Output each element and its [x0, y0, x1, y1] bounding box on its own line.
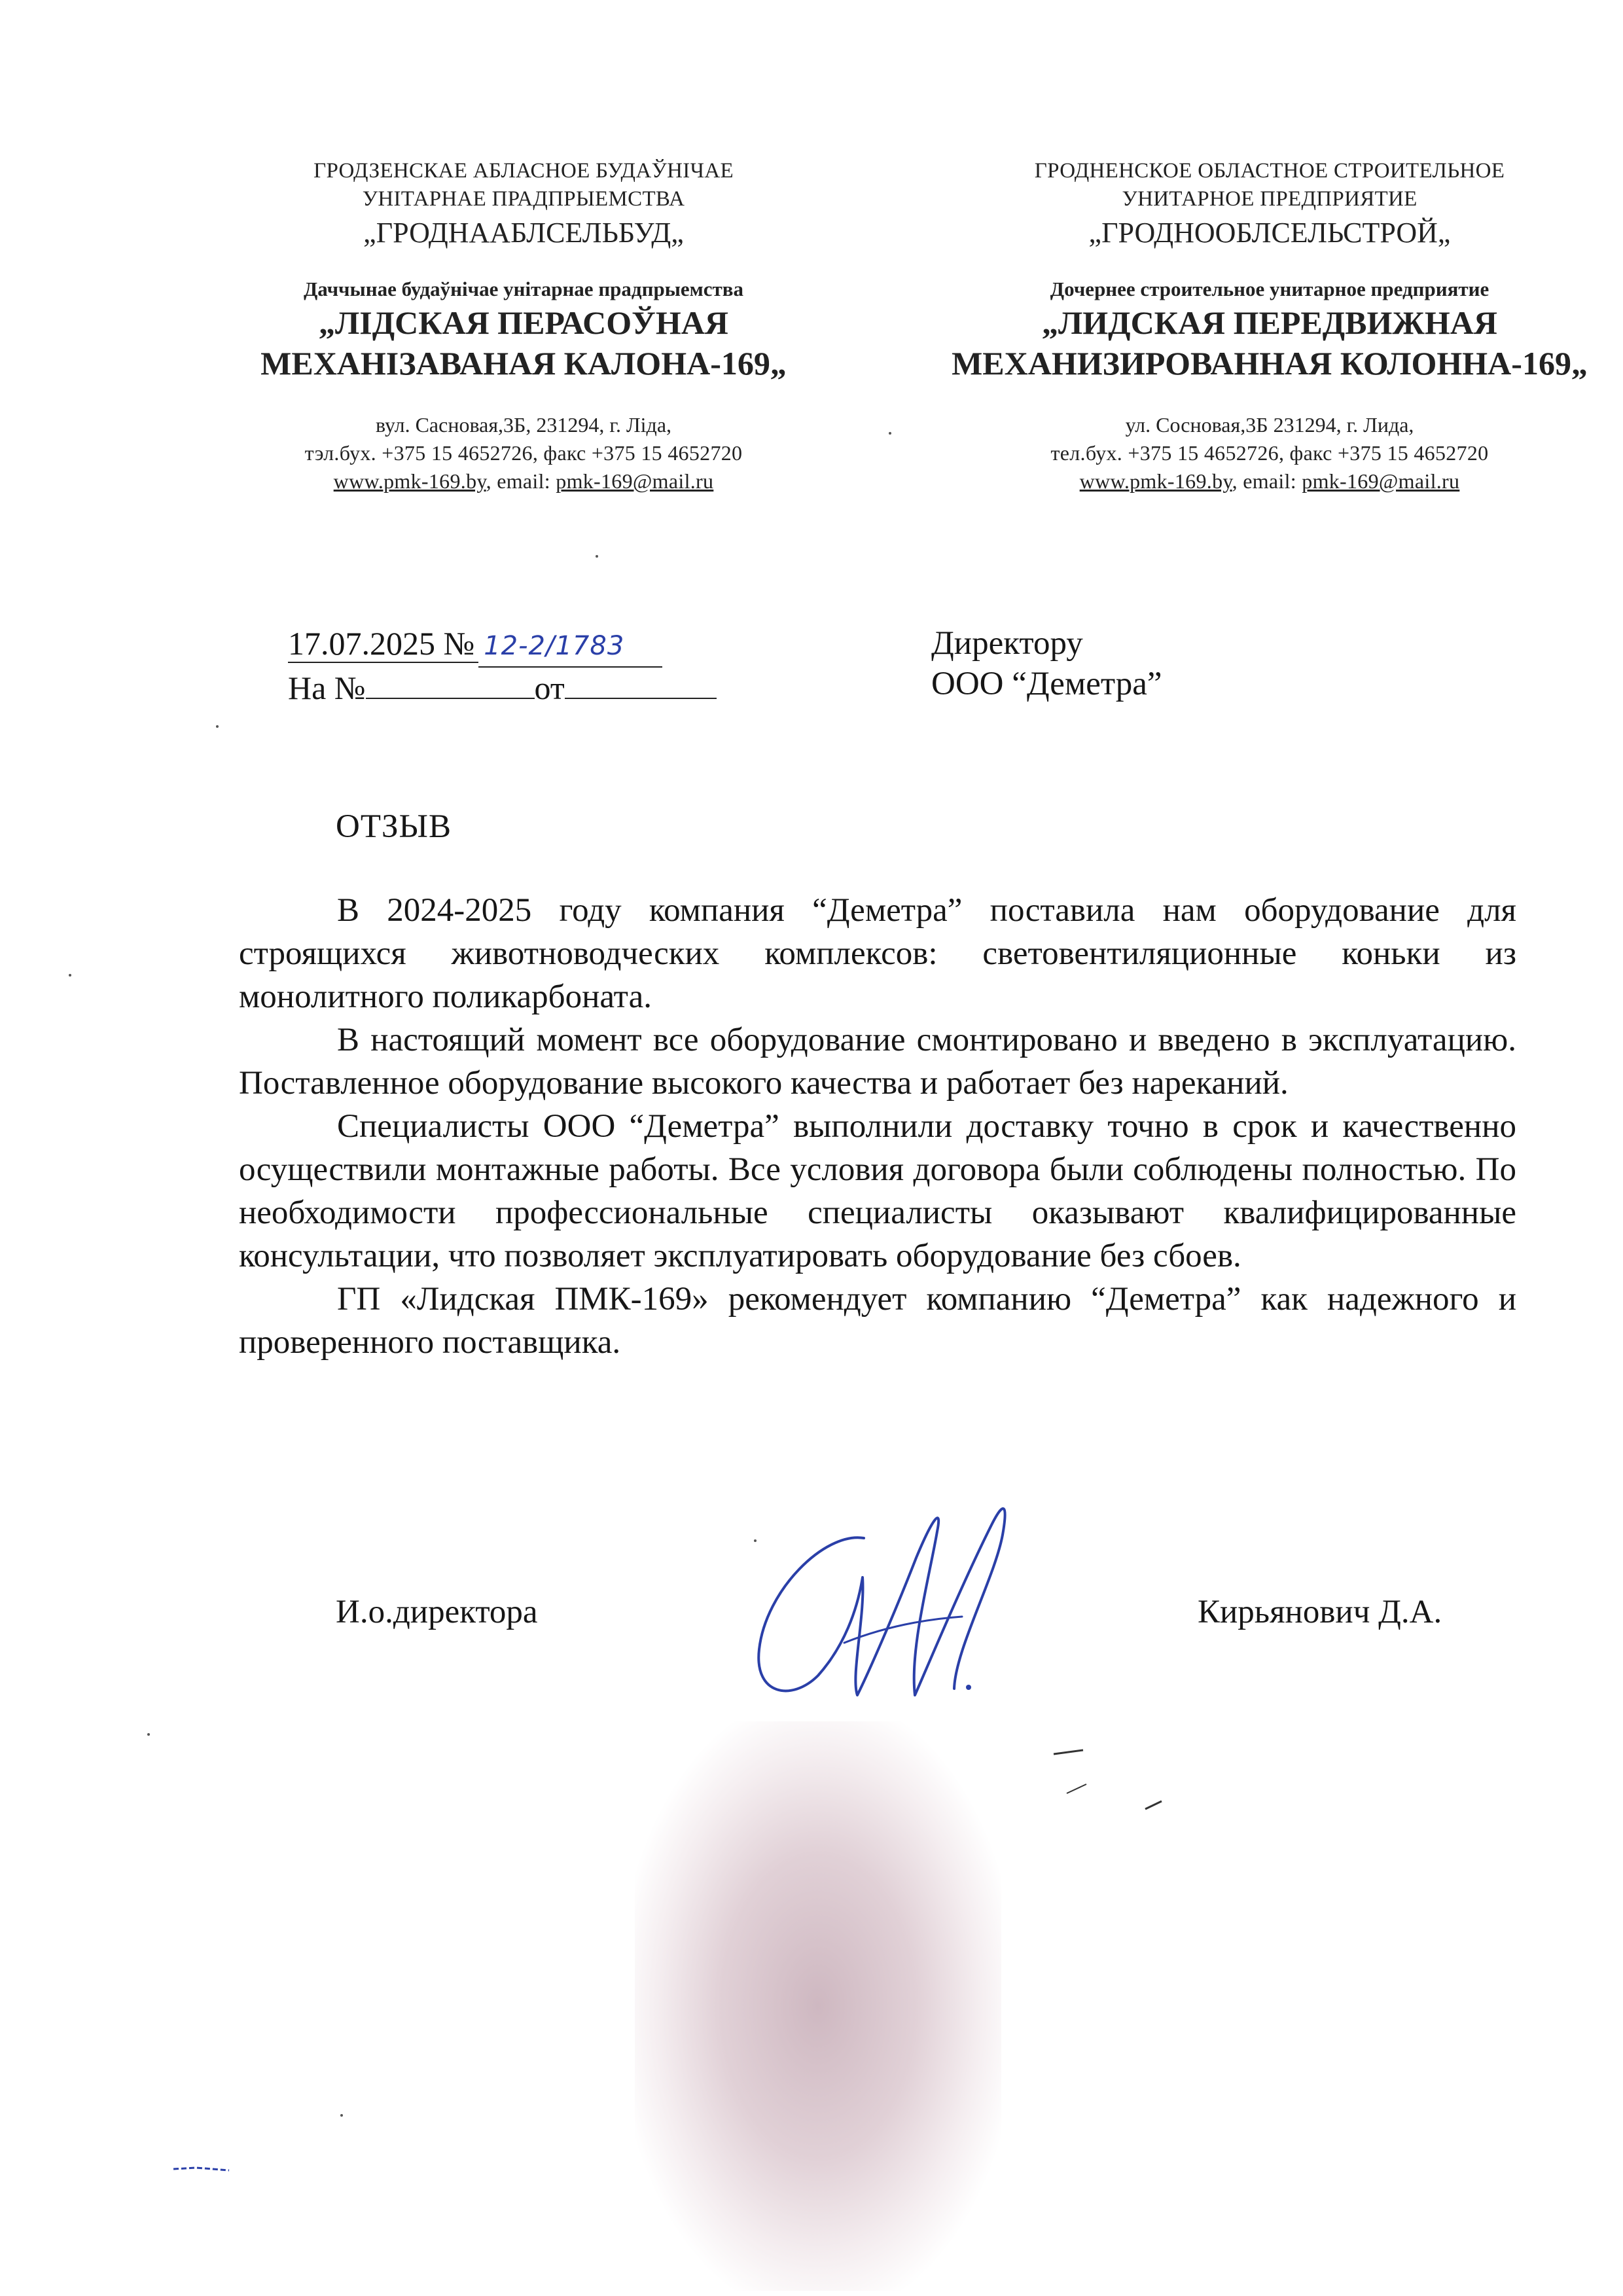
body-paragraph: В настоящий момент все оборудование смонтировано и введено в эксплуатацию. Поставленное оборудование высокого качества и работает без нареканий. [239, 1022, 1516, 1102]
letterhead-ru-parent: „ГРОДНООБЛСЕЛЬСТРОЙ„ [1088, 217, 1451, 249]
scan-speck [889, 432, 891, 435]
addressee-line1: Директору [931, 625, 1083, 662]
letterhead-ru-line2: УНИТАРНОЕ ПРЕДПРИЯТИЕ [1122, 187, 1418, 211]
letterhead-by-name2: МЕХАНІЗАВАНАЯ КАЛОНА-169„ [260, 345, 787, 382]
letterhead-by-address: вул. Сасновая,3Б, 231294, г. Ліда, [375, 413, 672, 437]
outgoing-number-row [288, 623, 717, 668]
letterhead-belarusian [236, 157, 812, 495]
letterhead-by-phones: тэл.бух. +375 15 4652726, факс +375 15 4652720 [304, 441, 743, 465]
scan-speck [216, 725, 219, 728]
reply-to-row [288, 668, 717, 708]
signatory-name: Кирьянович Д.А. [1198, 1594, 1442, 1630]
letterhead-by-email-link[interactable]: pmk-169@mail.ru [556, 469, 714, 493]
outgoing-number-field [478, 623, 662, 668]
ink-marks [1047, 1741, 1178, 1820]
letterhead-ru-email-label: , email: [1232, 469, 1302, 493]
addressee-line2: ООО “Деметра” [931, 666, 1162, 702]
body-paragraph: ГП «Лидская ПМК-169» рекомендует компанию “Деметра” как надежного и проверенного поставщика. [239, 1281, 1516, 1361]
reply-to-date-line [565, 669, 717, 699]
letterhead-ru-name1: „ЛИДСКАЯ ПЕРЕДВИЖНАЯ [1042, 304, 1497, 341]
letterhead-by-email-label: , email: [486, 469, 556, 493]
scan-speck [340, 2114, 343, 2117]
letterhead-ru-line1: ГРОДНЕНСКОЕ ОБЛАСТНОЕ СТРОИТЕЛЬНОЕ [1034, 159, 1505, 183]
letterhead-by-contacts [236, 467, 812, 495]
scan-speck [596, 555, 598, 558]
scan-speck [69, 974, 71, 977]
ink-marks [170, 2160, 249, 2179]
letterhead-by-subsidiary: Даччынае будаўнічае унітарнае прадпрыемства [303, 278, 744, 300]
letterhead-ru-phones: тел.бух. +375 15 4652726, факс +375 15 4652720 [1050, 441, 1489, 465]
letterhead-by-parent: „ГРОДНААБЛСЕЛЬБУД„ [363, 217, 684, 249]
signatory-role: И.о.директора [336, 1594, 538, 1630]
letterhead-by-web-link[interactable]: www.pmk-169.by [333, 469, 486, 493]
body-paragraph: В 2024-2025 году компания “Деметра” поставила нам оборудование для строящихся животноводческих комплексов: световентиляционные коньки из монолитного поликарбоната. [239, 892, 1516, 1015]
addressee-block [931, 623, 1162, 704]
scan-speck [147, 1733, 150, 1736]
reference-block [288, 623, 717, 708]
letterhead-by-name1: „ЛІДСКАЯ ПЕРАСОЎНАЯ [318, 304, 728, 341]
letterhead-russian [929, 157, 1610, 495]
letterhead-ru-subsidiary: Дочернее строительное унитарное предприятие [1050, 278, 1489, 300]
outgoing-number-handwritten: 12-2/1783 [484, 631, 625, 661]
letterhead-ru-contacts [929, 467, 1610, 495]
letterhead-by-line1: ГРОДЗЕНСКАЕ АБЛАСНОЕ БУДАЎНІЧАЕ [313, 159, 734, 183]
reply-to-from-label: от [534, 670, 565, 706]
handwritten-signature [746, 1479, 1073, 1728]
body-paragraph: Специалисты ООО “Деметра” выполнили доставку точно в срок и качественно осуществили монтажные работы. Все условия договора были соблюдены полностью. По необходимости профессиональные специалисты оказывают квалифицированные консультации, что позволяет эксплуатировать оборудование без сбоев. [239, 1108, 1516, 1274]
redacted-stamp [635, 1721, 1001, 2291]
reply-to-label: На № [288, 670, 366, 706]
letterhead-ru-address: ул. Сосновая,3Б 231294, г. Лида, [1125, 413, 1414, 437]
date-and-number-label: 17.07.2025 № [288, 625, 478, 663]
document-title: ОТЗЫВ [336, 808, 452, 845]
letter-body [239, 889, 1516, 1364]
reply-to-number-line [366, 669, 535, 699]
letterhead-by-line2: УНІТАРНАЕ ПРАДПРЫЕМСТВА [362, 187, 685, 211]
letterhead-ru-web-link[interactable]: www.pmk-169.by [1079, 469, 1232, 493]
letterhead-ru-name2: МЕХАНИЗИРОВАННАЯ КОЛОННА-169„ [952, 345, 1588, 382]
letterhead-ru-email-link[interactable]: pmk-169@mail.ru [1302, 469, 1460, 493]
